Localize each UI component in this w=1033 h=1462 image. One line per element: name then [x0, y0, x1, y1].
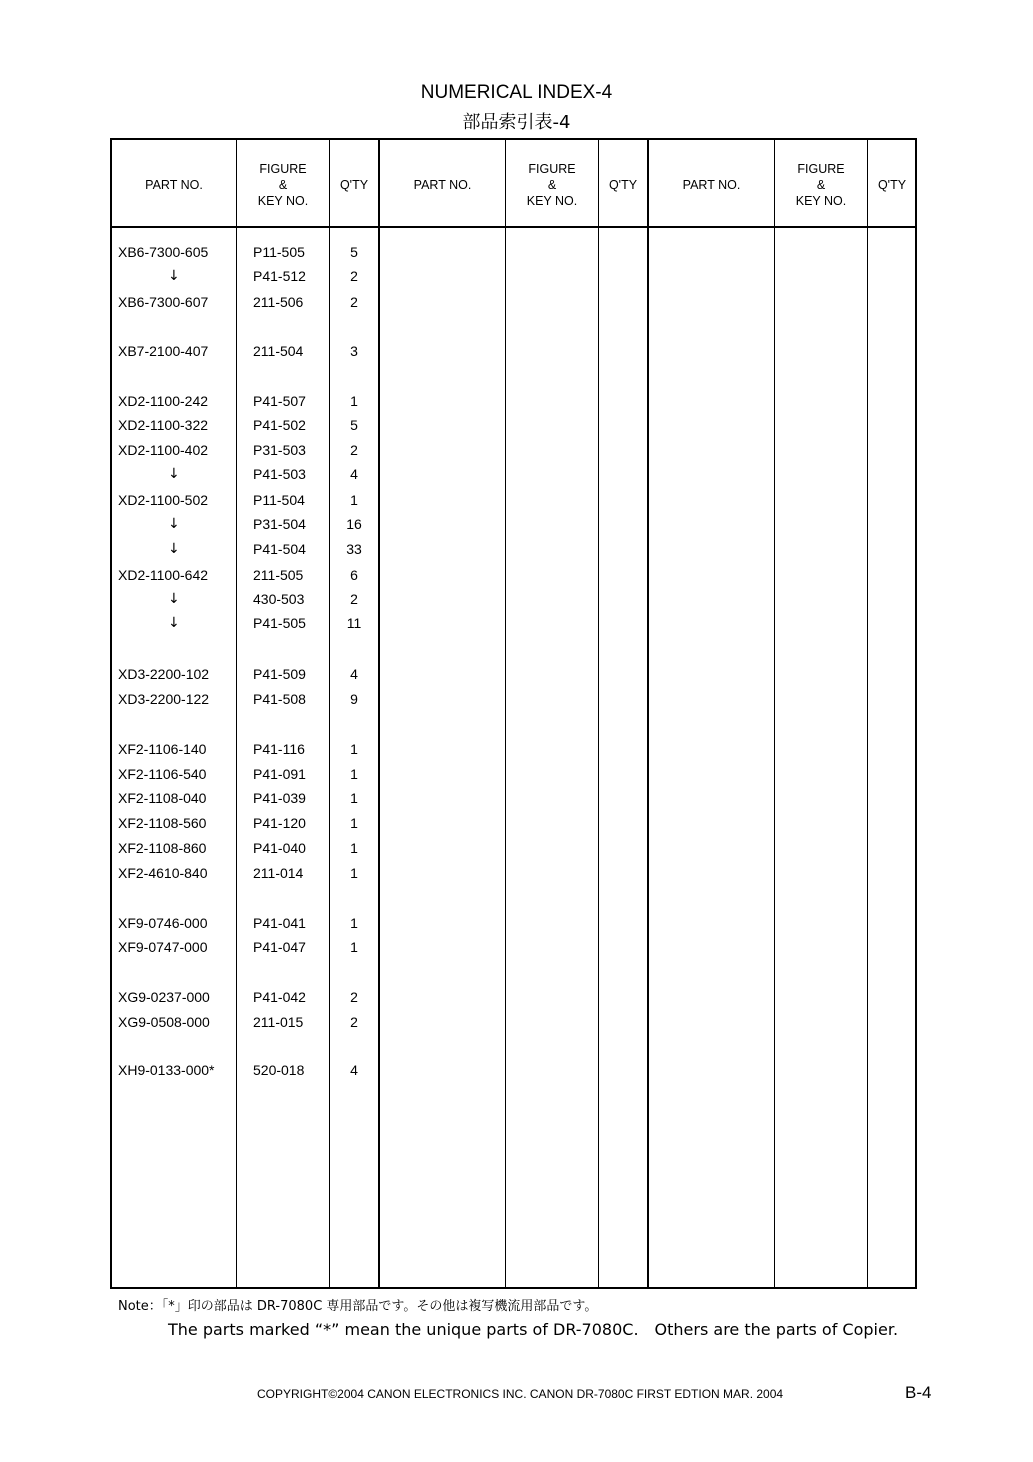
header-part-no-label: PART NO.	[145, 178, 203, 192]
quantity: 1	[350, 840, 358, 856]
same-as-above-arrow: ↓	[168, 268, 180, 284]
quantity: 1	[350, 865, 358, 881]
part-number: XD2-1100-242	[118, 393, 209, 409]
part-number: XF9-0747-000	[118, 939, 208, 955]
table-border	[110, 138, 917, 1289]
quantity: 6	[350, 567, 358, 583]
quantity: 2	[350, 294, 358, 310]
header-ampersand-label: &	[547, 178, 557, 192]
quantity: 5	[350, 244, 358, 260]
quantity: 4	[350, 666, 358, 682]
part-number: XB6-7300-607	[118, 294, 209, 310]
figure-key-no: P41-505	[253, 615, 306, 631]
header-figure-label: FIGURE	[797, 162, 845, 176]
figure-key-no: P41-502	[253, 417, 306, 433]
figure-key-no: P41-116	[253, 741, 305, 757]
header-part-no	[112, 150, 236, 220]
header-qty-label: Q'TY	[877, 178, 907, 192]
figure-key-no: 211-014	[253, 865, 304, 881]
same-as-above-arrow: ↓	[168, 615, 180, 631]
header-key-no-label: KEY NO.	[526, 194, 578, 208]
note-japanese: Note：「*」印の部品は DR-7080C 専用部品です。その他は複写機流用部品です。	[118, 1299, 598, 1314]
header-ampersand-label: &	[816, 178, 826, 192]
quantity: 2	[350, 989, 358, 1005]
figure-key-no: 520-018	[253, 1062, 305, 1078]
column-divider	[774, 138, 775, 1289]
figure-key-no: P31-503	[253, 442, 306, 458]
figure-key-no: P41-042	[253, 989, 306, 1005]
column-divider	[598, 138, 599, 1289]
figure-key-no: 430-503	[253, 591, 305, 607]
quantity: 33	[346, 541, 362, 557]
quantity: 2	[350, 591, 358, 607]
header-qty	[599, 150, 647, 220]
quantity: 1	[350, 939, 358, 955]
figure-key-no: 211-504	[253, 343, 304, 359]
quantity: 1	[350, 790, 358, 806]
header-part-no-label: PART NO.	[413, 178, 472, 192]
page-number: B-4	[905, 1383, 932, 1402]
part-number: XD2-1100-502	[118, 492, 209, 508]
header-part-no	[380, 150, 505, 220]
quantity: 16	[346, 516, 362, 532]
figure-key-no: 211-015	[253, 1014, 304, 1030]
same-as-above-arrow: ↓	[168, 466, 180, 482]
figure-key-no: P41-040	[253, 840, 306, 856]
figure-key-no: P41-041	[253, 915, 306, 931]
figure-key-no: P41-503	[253, 466, 306, 482]
header-key-no-label: KEY NO.	[795, 194, 847, 208]
quantity: 11	[346, 615, 362, 631]
same-as-above-arrow: ↓	[168, 591, 180, 607]
header-ampersand-label: &	[278, 178, 288, 192]
quantity: 2	[350, 268, 358, 284]
quantity: 4	[350, 466, 358, 482]
header-qty	[868, 150, 916, 220]
part-number: XD3-2200-102	[118, 666, 210, 682]
page-title: NUMERICAL INDEX-4	[420, 82, 613, 103]
figure-key-no: P11-505	[253, 244, 305, 260]
header-key-no-label: KEY NO.	[257, 194, 309, 208]
part-number: XF2-4610-840	[118, 865, 208, 881]
quantity: 1	[350, 492, 358, 508]
quantity: 1	[350, 815, 358, 831]
quantity: 1	[350, 741, 358, 757]
part-number: XH9-0133-000*	[118, 1062, 215, 1078]
copyright-footer: COPYRIGHT©2004 CANON ELECTRONICS INC. CANON DR-7080C FIRST EDTION MAR. 2004	[257, 1387, 784, 1401]
column-divider	[505, 138, 506, 1289]
figure-key-no: P41-507	[253, 393, 306, 409]
part-number: XG9-0237-000	[118, 989, 210, 1005]
column-divider	[867, 138, 868, 1289]
header-qty-label: Q'TY	[339, 178, 369, 192]
note-english: The parts marked “*” mean the unique parts of DR-7080C. Others are the parts of Copier.	[168, 1320, 899, 1339]
part-number: XF2-1106-140	[118, 741, 207, 757]
quantity: 2	[350, 442, 358, 458]
quantity: 4	[350, 1062, 358, 1078]
header-qty	[330, 150, 378, 220]
quantity: 2	[350, 1014, 358, 1030]
quantity: 1	[350, 393, 358, 409]
figure-key-no: P41-508	[253, 691, 306, 707]
part-number: XF2-1106-540	[118, 766, 207, 782]
same-as-above-arrow: ↓	[168, 516, 180, 532]
quantity: 3	[350, 343, 358, 359]
header-part-no	[649, 150, 774, 220]
page-subtitle: 部品索引表-4	[462, 112, 571, 133]
figure-key-no: P31-504	[253, 516, 306, 532]
header-figure-label: FIGURE	[259, 162, 307, 176]
figure-key-no: 211-505	[253, 567, 304, 583]
figure-key-no: P41-120	[253, 815, 306, 831]
header-figure-key-no	[237, 150, 329, 220]
same-as-above-arrow: ↓	[168, 541, 180, 557]
column-group-divider	[647, 138, 649, 1289]
header-divider	[110, 226, 917, 228]
part-number: XG9-0508-000	[118, 1014, 210, 1030]
part-number: XD3-2200-122	[118, 691, 210, 707]
figure-key-no: P41-039	[253, 790, 306, 806]
header-qty-label: Q'TY	[608, 178, 638, 192]
part-number: XB6-7300-605	[118, 244, 209, 260]
figure-key-no: 211-506	[253, 294, 304, 310]
part-number: XD2-1100-322	[118, 417, 209, 433]
part-number: XF9-0746-000	[118, 915, 208, 931]
part-number: XF2-1108-860	[118, 840, 207, 856]
part-number: XD2-1100-642	[118, 567, 209, 583]
figure-key-no: P11-504	[253, 492, 305, 508]
part-number: XD2-1100-402	[118, 442, 209, 458]
figure-key-no: P41-512	[253, 268, 306, 284]
header-figure-label: FIGURE	[528, 162, 576, 176]
quantity: 1	[350, 915, 358, 931]
part-number: XF2-1108-560	[118, 815, 207, 831]
quantity: 5	[350, 417, 358, 433]
figure-key-no: P41-504	[253, 541, 306, 557]
header-part-no-label: PART NO.	[682, 178, 741, 192]
figure-key-no: P41-509	[253, 666, 306, 682]
figure-key-no: P41-091	[253, 766, 306, 782]
quantity: 1	[350, 766, 358, 782]
column-group-divider	[378, 138, 380, 1289]
figure-key-no: P41-047	[253, 939, 306, 955]
part-number: XB7-2100-407	[118, 343, 209, 359]
header-figure-key-no	[506, 150, 598, 220]
quantity: 9	[350, 691, 358, 707]
header-figure-key-no	[775, 150, 867, 220]
column-divider	[236, 138, 237, 1289]
part-number: XF2-1108-040	[118, 790, 207, 806]
